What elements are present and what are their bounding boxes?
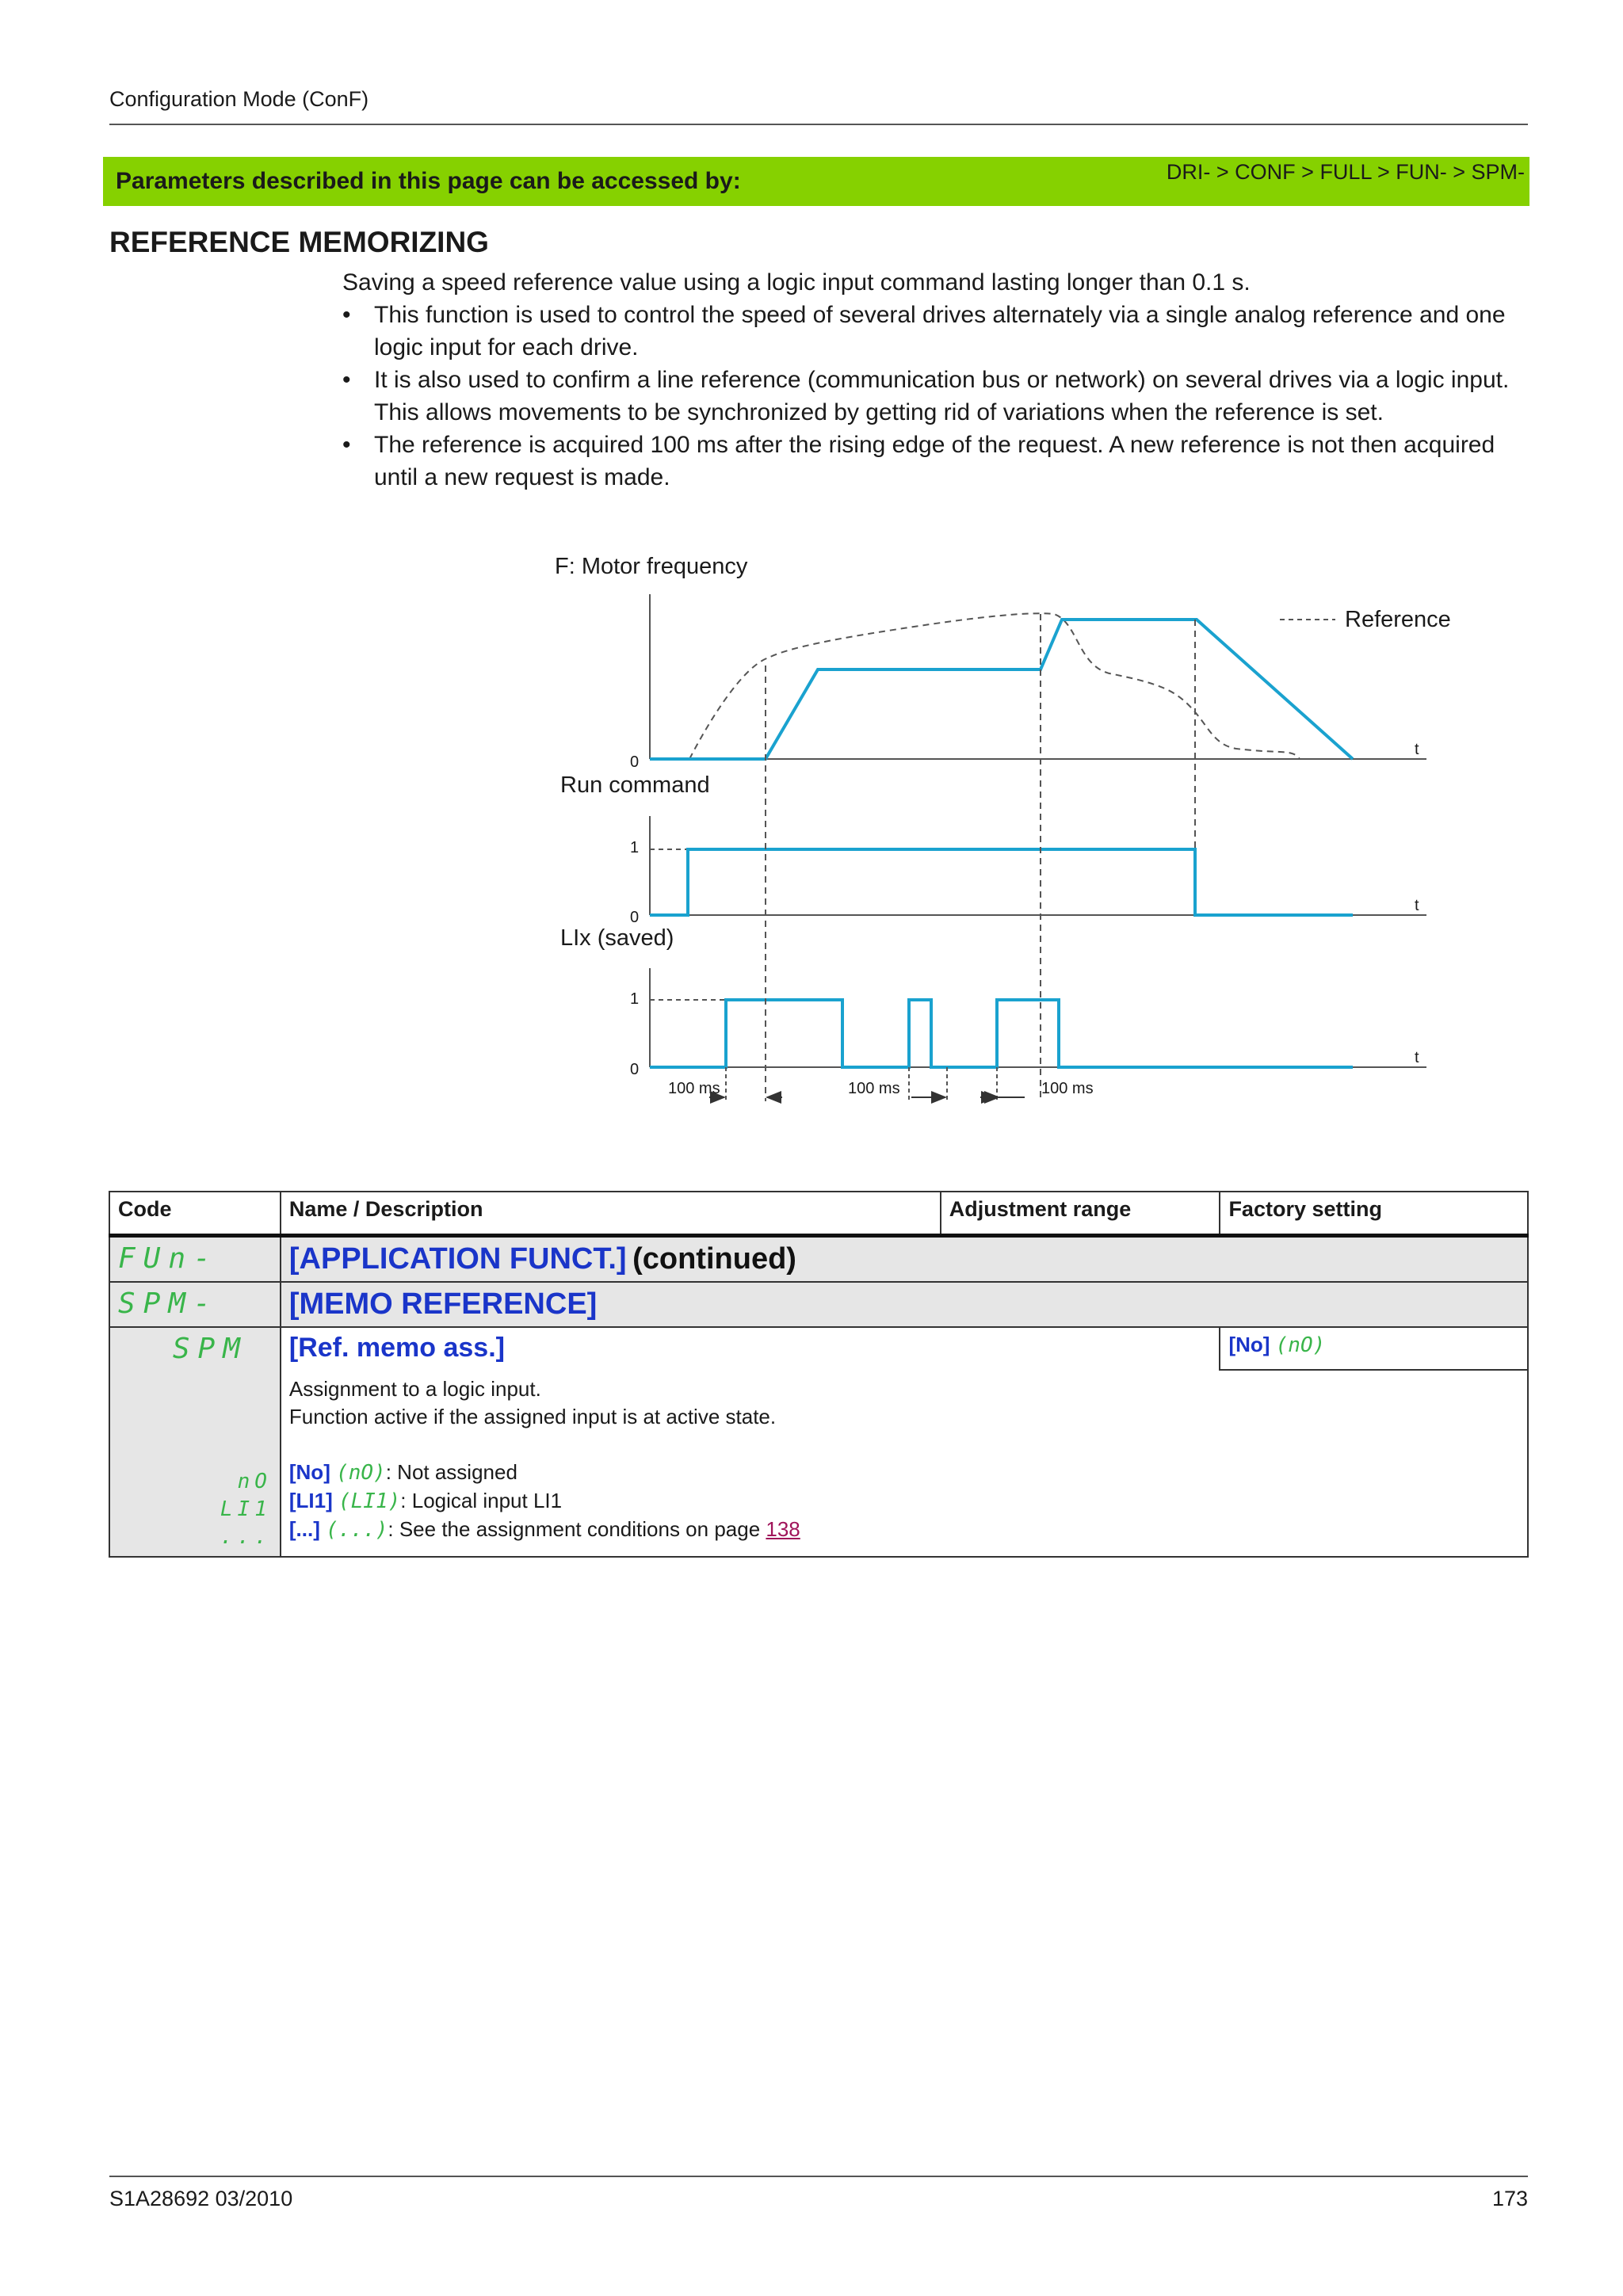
option-text: : Not assigned: [385, 1459, 517, 1484]
parameter-description-row: [109, 1370, 1528, 1557]
option-text: : See the assignment conditions on page: [388, 1516, 766, 1541]
delay-label-3: 100 ms: [1041, 1080, 1094, 1097]
freq-axis-label: F: Motor frequency: [555, 554, 748, 579]
freq-zero-label: 0: [630, 753, 640, 771]
param-factory-cell: [1220, 1327, 1528, 1370]
bullet-text: This function is used to control the speed of several drives alternately via a single analog reference and one logic input for each drive.: [374, 302, 1506, 360]
run-t-label: t: [1415, 897, 1419, 914]
delay-label-2: 100 ms: [848, 1080, 900, 1097]
option-label: [No]: [288, 1459, 330, 1484]
param-desc-2: Function active if the assigned input is at active state.: [288, 1404, 777, 1428]
group-code: FUn-: [118, 1242, 219, 1275]
group-code: SPM-: [118, 1287, 219, 1320]
option-code: ...: [220, 1525, 272, 1549]
option-code: LI1: [220, 1497, 272, 1521]
footer-page-number: 173: [1491, 2187, 1528, 2210]
col-header-code: Code: [109, 1192, 281, 1236]
run-command-signal: [650, 849, 1353, 915]
option-label: [LI1]: [288, 1488, 333, 1512]
option-text: : Logical input LI1: [400, 1488, 563, 1512]
factory-setting-code: (nO): [1275, 1333, 1326, 1357]
param-code-cell: [109, 1327, 281, 1557]
param-description-cell: [281, 1370, 1528, 1557]
factory-setting-label: [No]: [1228, 1333, 1270, 1356]
group-title-cell: [281, 1282, 1528, 1327]
option-row: [289, 1516, 1519, 1544]
reference-legend-label: Reference: [1345, 607, 1451, 632]
bullet-item: • It is also used to confirm a line reference (communication bus or network) on several drives via a logic input. This allows movements to be synchronized by getting rid of variations when the reference is set.: [342, 367, 1510, 425]
access-banner: [103, 157, 1529, 206]
footer-rule: [109, 2176, 1528, 2177]
table-header-row: [109, 1192, 1528, 1236]
group-row-application-funct: [109, 1236, 1528, 1283]
run-one-label: 1: [630, 839, 640, 856]
reference-curve: [689, 613, 1300, 759]
bullet-text: It is also used to confirm a line reference (communication bus or network) on several drives via a logic input. This allows movements to be synchronized by getting rid of variations when the reference is set.: [374, 367, 1510, 425]
group-title: [MEMO REFERENCE]: [288, 1287, 598, 1321]
option-code: nO: [237, 1470, 272, 1493]
section-intro: [342, 266, 1531, 494]
group-title: [APPLICATION FUNCT.]: [288, 1242, 627, 1276]
bullet-item: • The reference is acquired 100 ms after the rising edge of the request. A new reference is not then acquired until a new request is made.: [342, 432, 1495, 490]
access-banner-label: Parameters described in this page can be accessed by:: [116, 168, 741, 194]
lix-signal: [650, 1000, 1353, 1067]
param-code: SPM: [172, 1333, 248, 1365]
page-header-title: Configuration Mode (ConF): [109, 87, 369, 111]
run-command-label: Run command: [560, 772, 710, 798]
group-title-cell: [281, 1236, 1528, 1283]
freq-t-label: t: [1415, 741, 1419, 758]
lix-one-label: 1: [630, 990, 640, 1008]
group-row-memo-reference: [109, 1282, 1528, 1327]
footer-doc-id: S1A28692 03/2010: [109, 2187, 293, 2210]
parameter-table: [109, 1191, 1529, 1558]
param-name: [Ref. memo ass.]: [288, 1333, 505, 1363]
lix-zero-label: 0: [630, 1061, 640, 1078]
access-menu-path: DRI- > CONF > FULL > FUN- > SPM-: [1166, 160, 1525, 184]
param-name-cell: [281, 1327, 1220, 1370]
section-title: REFERENCE MEMORIZING: [109, 226, 489, 258]
lix-t-label: t: [1415, 1049, 1419, 1066]
run-zero-label: 0: [630, 909, 640, 926]
group-title-suffix: (continued): [632, 1242, 796, 1276]
parameter-row: [109, 1327, 1528, 1370]
timing-diagram: [0, 547, 1623, 1117]
param-desc-1: Assignment to a logic input.: [288, 1376, 541, 1401]
intro-sentence: Saving a speed reference value using a logic input command lasting longer than 0.1 s.: [342, 269, 1251, 296]
bullet-text: The reference is acquired 100 ms after the rising edge of the request. A new reference is not then acquired until a new request is made.: [374, 432, 1495, 490]
option-label: [...]: [288, 1516, 320, 1541]
option-code-paren: (...): [326, 1517, 388, 1542]
col-header-name: Name / Description: [281, 1192, 941, 1236]
group-code-cell: [109, 1236, 281, 1283]
header-rule: [109, 124, 1528, 125]
option-code-paren: (nO): [336, 1460, 386, 1485]
lix-label: LIx (saved): [560, 925, 674, 951]
group-code-cell: [109, 1282, 281, 1327]
motor-frequency-signal: [650, 620, 1353, 759]
option-row: [289, 1459, 1519, 1487]
bullet-item: • This function is used to control the speed of several drives alternately via a single analog reference and one logic input for each drive.: [342, 302, 1506, 360]
col-header-range: Adjustment range: [941, 1192, 1220, 1236]
page-link[interactable]: 138: [766, 1516, 800, 1541]
option-code-paren: (LI1): [338, 1489, 401, 1513]
option-codes: [118, 1468, 272, 1551]
option-row: [289, 1487, 1519, 1516]
col-header-factory: Factory setting: [1220, 1192, 1528, 1236]
delay-label-1: 100 ms: [668, 1080, 720, 1097]
